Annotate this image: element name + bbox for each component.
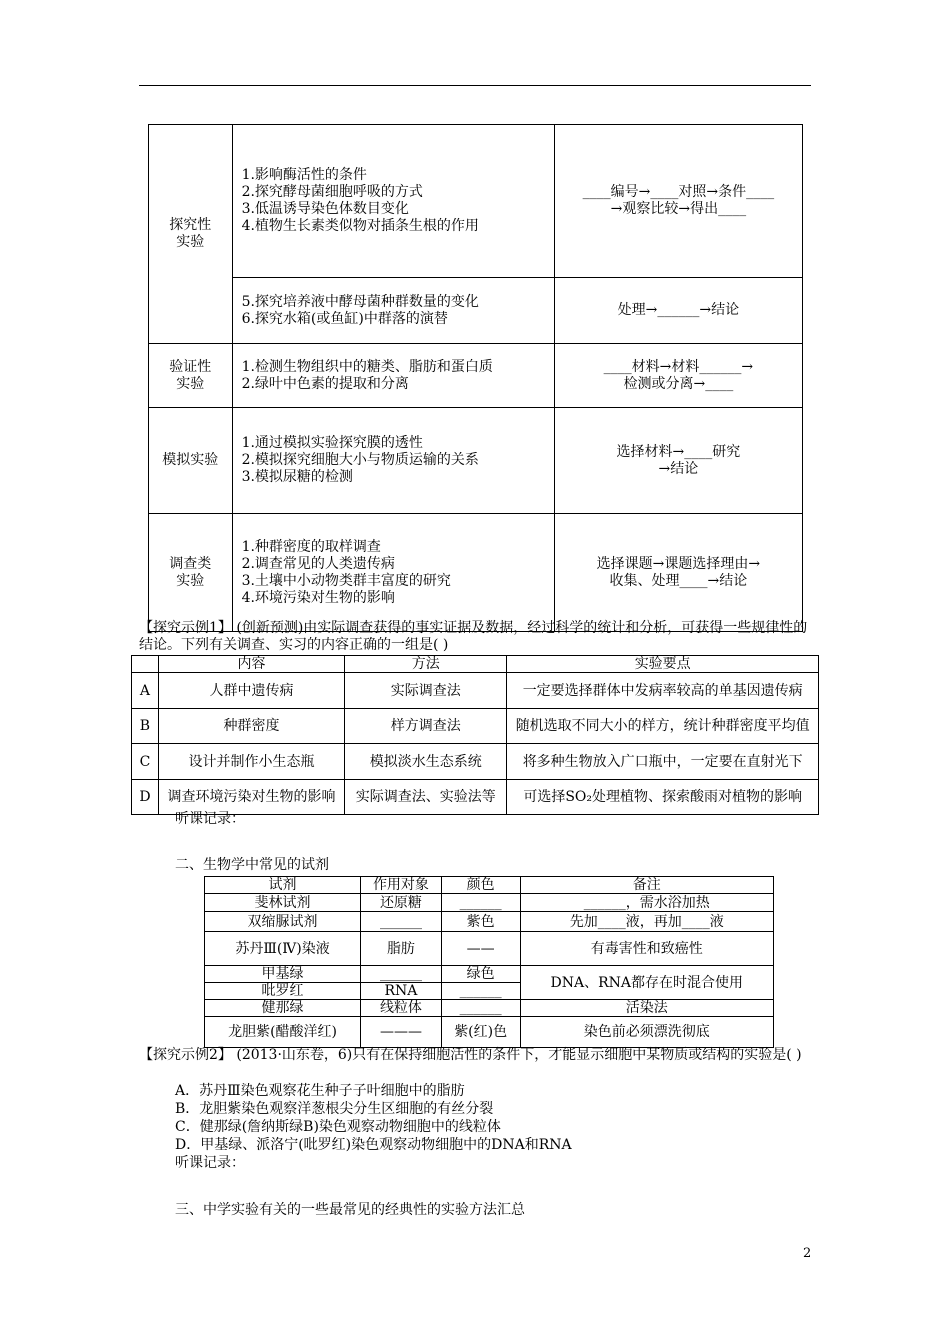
items-cell: 1.检测生物组织中的糖类、脂肪和蛋白质 2.绿叶中色素的提取和分离	[232, 344, 554, 408]
example2-option-b: B．龙胆紫染色观察洋葱根尖分生区细胞的有丝分裂	[175, 1101, 494, 1117]
table-header: 方法	[345, 656, 507, 673]
reagent-cell: 健那绿	[205, 1000, 361, 1017]
table-row	[205, 912, 774, 932]
option-letter: D	[132, 780, 159, 815]
category-cell: 验证性 实验	[149, 344, 233, 408]
method-cell: 样方调查法	[345, 709, 507, 744]
items-cell: 1.通过模拟实验探究膜的透性 2.模拟探究细胞大小与物质运输的关系 3.模拟尿糖的检测	[232, 408, 554, 514]
note-cell: 活染法	[520, 1000, 773, 1017]
option-letter: C	[132, 744, 159, 780]
content-cell: 调查环境污染对生物的影响	[158, 780, 344, 815]
reagent-cell: 双缩脲试剂	[205, 912, 361, 932]
example2-option-a: A．苏丹Ⅲ染色观察花生种子子叶细胞中的脂肪	[175, 1083, 465, 1099]
table-header: 颜色	[441, 877, 520, 894]
section2-title: 二、生物学中常见的试剂	[175, 857, 329, 873]
color-cell: ______	[441, 1000, 520, 1017]
reagent-cell: 斐林试剂	[205, 894, 361, 912]
category-cell: 探究性 实验	[149, 125, 233, 344]
table-row	[205, 932, 774, 966]
note-cell: 先加____液，再加____液	[520, 912, 773, 932]
table-header	[132, 656, 159, 673]
target-cell: RNA	[361, 983, 442, 1000]
header-rule	[139, 85, 811, 86]
steps-cell: ____编号→____对照→条件____ →观察比较→得出____	[554, 125, 802, 278]
table-row	[205, 966, 774, 983]
color-cell: 紫(红)色	[441, 1017, 520, 1048]
category-cell: 调查类 实验	[149, 514, 233, 632]
table-row	[132, 744, 819, 780]
content-cell: 设计并制作小生态瓶	[158, 744, 344, 780]
table-row	[205, 1017, 774, 1048]
note-cell: 有毒害性和致癌性	[520, 932, 773, 966]
notes-label: 听课记录：	[175, 1155, 245, 1171]
table-row	[205, 894, 774, 912]
key-point-cell: 一定要选择群体中发病率较高的单基因遗传病	[507, 673, 819, 709]
table-row	[205, 1000, 774, 1017]
target-cell: 脂肪	[361, 932, 442, 966]
target-cell: 还原糖	[361, 894, 442, 912]
option-letter: B	[132, 709, 159, 744]
note-cell: 染色前必须漂洗彻底	[520, 1017, 773, 1048]
table-header: 试剂	[205, 877, 361, 894]
table-header: 作用对象	[361, 877, 442, 894]
color-cell: 绿色	[441, 966, 520, 983]
color-cell: ______	[441, 894, 520, 912]
key-point-cell: 可选择SO₂处理植物、探索酸雨对植物的影响	[507, 780, 819, 815]
method-cell: 实际调查法	[345, 673, 507, 709]
target-cell: ______	[361, 966, 442, 983]
page-number: 2	[803, 1246, 812, 1261]
target-cell: ———	[361, 1017, 442, 1048]
content-cell: 种群密度	[158, 709, 344, 744]
option-letter: A	[132, 673, 159, 709]
color-cell: ______	[441, 983, 520, 1000]
category-cell: 模拟实验	[149, 408, 233, 514]
steps-cell: 选择材料→____研究 →结论	[554, 408, 802, 514]
example1-table	[131, 655, 819, 815]
reagents-table	[204, 876, 774, 1048]
example1-question: 【探究示例1】 (创新预测)由实际调查获得的事实证据及数据，经过科学的统计和分析，可获得一些规律性的结论。下列有关调查、实习的内容正确的一组是( )	[139, 620, 808, 653]
items-cell: 5.探究培养液中酵母菌种群数量的变化 6.探究水箱(或鱼缸)中群落的演替	[232, 278, 554, 344]
example2-question: 【探究示例2】 (2013·山东卷，6)只有在保持细胞活性的条件下，才能显示细胞中某物质或结构的实验是( )	[139, 1047, 802, 1063]
table-header: 备注	[520, 877, 773, 894]
table-row	[132, 780, 819, 815]
note-cell: ______，需水浴加热	[520, 894, 773, 912]
color-cell: 紫色	[441, 912, 520, 932]
key-point-cell: 随机选取不同大小的样方，统计种群密度平均值	[507, 709, 819, 744]
table-row	[132, 673, 819, 709]
example2-option-c: C．健那绿(詹纳斯绿B)染色观察动物细胞中的线粒体	[175, 1119, 501, 1135]
steps-cell: 处理→______→结论	[554, 278, 802, 344]
steps-cell: ____材料→材料______→ 检测或分离→____	[554, 344, 802, 408]
reagent-cell: 龙胆紫(醋酸洋红)	[205, 1017, 361, 1048]
items-cell: 1.种群密度的取样调查 2.调查常见的人类遗传病 3.土壤中小动物类群丰富度的研究 4.环境污染对生物的影响	[232, 514, 554, 632]
experiment-types-table	[148, 124, 803, 632]
note-cell: DNA、RNA都存在时混合使用	[520, 966, 773, 1000]
method-cell: 模拟淡水生态系统	[345, 744, 507, 780]
key-point-cell: 将多种生物放入广口瓶中，一定要在直射光下	[507, 744, 819, 780]
notes-label: 听课记录：	[175, 811, 245, 827]
target-cell: 线粒体	[361, 1000, 442, 1017]
steps-cell: 选择课题→课题选择理由→ 收集、处理____→结论	[554, 514, 802, 632]
table-header: 实验要点	[507, 656, 819, 673]
target-cell: ______	[361, 912, 442, 932]
content-cell: 人群中遗传病	[158, 673, 344, 709]
section3-title: 三、中学实验有关的一些最常见的经典性的实验方法汇总	[175, 1202, 525, 1218]
color-cell: ——	[441, 932, 520, 966]
items-cell: 1.影响酶活性的条件 2.探究酵母菌细胞呼吸的方式 3.低温诱导染色体数目变化 4.植物生长素类似物对插条生根的作用	[232, 125, 554, 278]
method-cell: 实际调查法、实验法等	[345, 780, 507, 815]
reagent-cell: 吡罗红	[205, 983, 361, 1000]
table-header: 内容	[158, 656, 344, 673]
table-row	[132, 709, 819, 744]
reagent-cell: 苏丹Ⅲ(Ⅳ)染液	[205, 932, 361, 966]
reagent-cell: 甲基绿	[205, 966, 361, 983]
example2-option-d: D．甲基绿、派洛宁(吡罗红)染色观察动物细胞中的DNA和RNA	[175, 1137, 572, 1153]
